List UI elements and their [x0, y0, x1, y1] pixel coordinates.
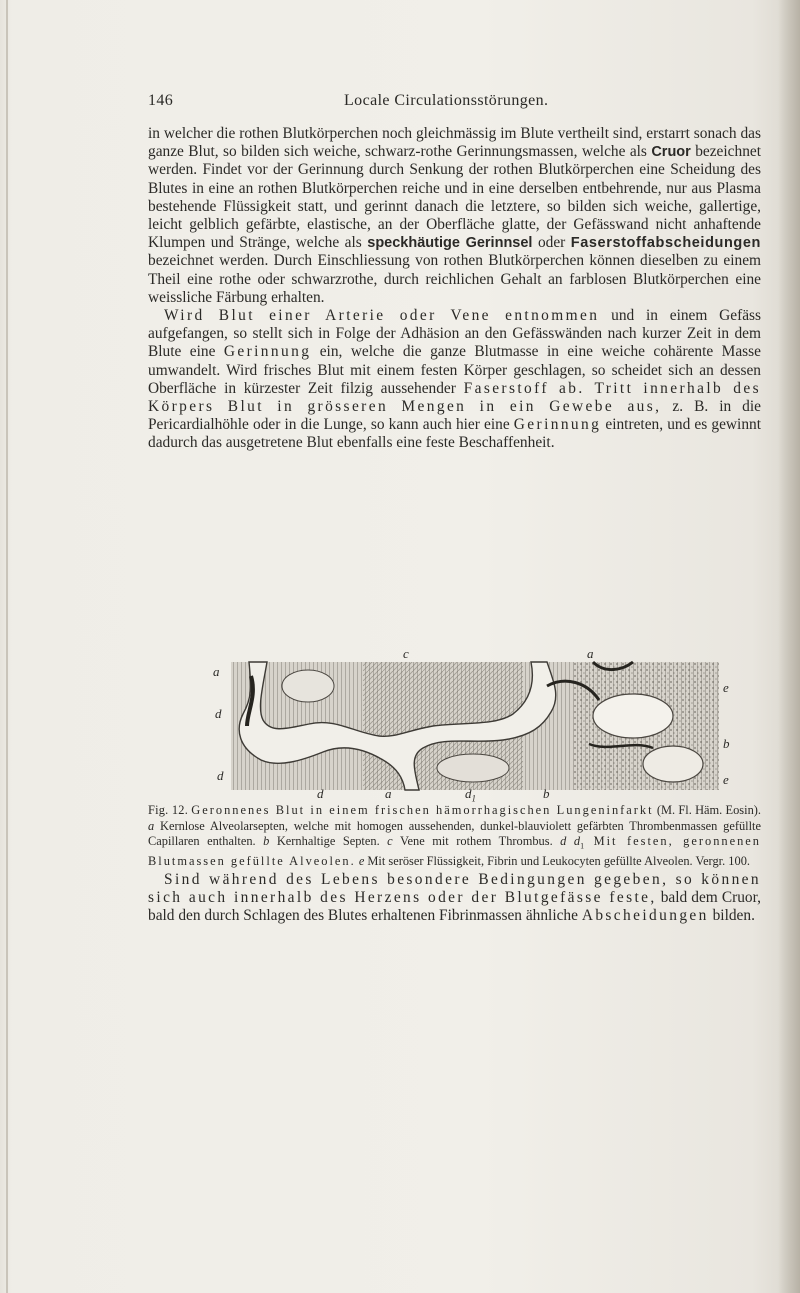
page-number: 146: [148, 92, 174, 109]
paragraph-gerinnung: [148, 307, 761, 453]
text-run: ein, welche die ganze Blutmasse in eine weiche cohärente Masse umwandelt. Wird frisches Blut mit einem festen Körper geschlagen, so scheidet sich an dessen Oberfläche in kürzester Zeit filzig aussehender: [148, 343, 761, 397]
text-run: bilden.: [708, 907, 755, 925]
caption-text: Kernlose Alveolarsepten, welche mit homogen aussehenden, dunkel-blauviolett gefärbten Thrombenmassen gefüllte Capillaren enthalten.: [148, 818, 761, 849]
figure-label-a: a: [213, 664, 220, 679]
figure-label-a: a: [587, 646, 594, 661]
spaced-emphasis: Wird Blut einer Arterie oder Vene entnommen: [164, 307, 600, 325]
alveolus: [593, 694, 673, 738]
binding-edge: [6, 0, 8, 1293]
figure-label-b: b: [543, 786, 550, 801]
body-text-upper: [148, 125, 761, 453]
caption-text: Kernhaltige Septen.: [269, 834, 388, 849]
text-run: eintreten, und es gewinnt dadurch das ausgetretene Blut ebenfalls eine feste Beschaffenheit.: [148, 416, 761, 452]
figure-label-c: c: [403, 646, 409, 661]
histology-figure: [213, 646, 733, 804]
figure-caption: [148, 803, 761, 870]
caption-subscript: 1: [580, 841, 585, 851]
figure-label-d1-letter: d: [465, 786, 472, 801]
spaced-emphasis: Gerinnung: [223, 343, 312, 361]
spaced-emphasis: Gerinnung: [513, 416, 602, 434]
spaced-emphasis: Sind während des Lebens besondere Bedingungen gegeben, so können sich auch innerhalb des Herzens oder der Blutgefässe feste,: [148, 871, 761, 907]
figure-label-d1-subscript: 1: [471, 793, 476, 804]
text-run: oder: [532, 234, 571, 252]
figure-number: Fig. 12.: [148, 803, 188, 817]
figure-label-d: d: [217, 768, 224, 783]
term-cruor: Cruor: [651, 144, 691, 161]
caption-letter: e: [358, 854, 365, 869]
figure-label-d: d: [215, 706, 222, 721]
alveolus: [282, 670, 334, 702]
caption-letter: b: [263, 834, 270, 849]
page-edge-shadow: [778, 0, 800, 1293]
caption-title: Geronnenes Blut in einem frischen hämorrhagischen Lungeninfarkt: [191, 803, 654, 817]
text-run: bezeichnet werden. Findet vor der Gerinnung durch Senkung der rothen Blutkörperchen eine Scheidung des Blutes in eine an rothen Blutkörperchen reiche und in eine derselben entbehrende, nur aus Plasma bestehende Flüssigkeit statt, und gerinnt danach die letztere, so bilden sich weiche, gallertige, leicht gelblich gefärbte, elastische, an der Oberfläche glatte, der Gefässwand nicht anhaftende Klumpen und Stränge, welche als: [148, 143, 761, 252]
figure-label-a: a: [385, 786, 392, 801]
figure-label-d: d: [317, 786, 324, 801]
text-run: z. B. in die Pericardialhöhle oder in die Lunge, so kann auch hier eine: [148, 398, 761, 434]
text-run: bezeichnet werden. Durch Einschliessung von rothen Blutkörperchen können dieselben zu einem Theil eine rothe oder schwarzrothe, durch reichlichen Gehalt an farblosen Blutkörperchen eine weissliche Färbung erhalten.: [148, 252, 761, 306]
caption-text-spaced: Mit festen, geronnenen Blutmassen gefüllte Alveolen.: [148, 834, 761, 869]
running-title: Locale Circulationsstörungen.: [344, 92, 549, 109]
text-run: in welcher die rothen Blutkörperchen noch gleichmässig im Blute vertheilt sind, erstarrt sonach das ganze Blut, so bilden sich weiche, schwarz-rothe Gerinnungsmassen, welche als: [148, 125, 761, 161]
caption-letter: d d: [560, 834, 581, 849]
spaced-emphasis: Faserstoff ab. Tritt innerhalb des Körpers Blut in grösseren Mengen in ein Gewebe aus,: [148, 379, 761, 416]
term-faserstoffabscheidungen: Faserstoffabscheidungen: [570, 235, 762, 252]
caption-stain: (M. Fl. Häm. Eosin).: [653, 803, 761, 817]
figure-label-e: e: [723, 680, 729, 695]
text-run: und in einem Gefäss aufgefangen, so stellt sich in Folge der Adhäsion an den Gefässwänden nach kurzer Zeit in dem Blute eine: [148, 307, 761, 361]
caption-letter: c: [387, 834, 393, 849]
paragraph-cruor: [148, 125, 761, 307]
caption-text: Vene mit rothem Thrombus.: [392, 834, 561, 849]
caption-letter: a: [148, 818, 155, 833]
term-speckhaeutige-gerinnsel: speckhäutige Gerinnsel: [367, 235, 533, 252]
spaced-emphasis: Abscheidungen: [581, 907, 709, 925]
figure-label-d1: [465, 786, 476, 804]
alveolus: [643, 746, 703, 782]
caption-text: Mit seröser Flüssigkeit, Fibrin und Leukocyten gefüllte Alveolen. Vergr. 100.: [364, 854, 750, 869]
text-run: bald dem Cruor, bald den durch Schlagen des Blutes erhaltenen Fibrinmassen ähnliche: [148, 889, 761, 925]
figure-label-b: b: [723, 736, 730, 751]
alveolus: [437, 754, 509, 782]
paragraph-abscheidungen: [148, 871, 761, 926]
body-text-lower: [148, 871, 761, 926]
lung-infarct-illustration: [213, 656, 733, 801]
figure-label-e: e: [723, 772, 729, 787]
